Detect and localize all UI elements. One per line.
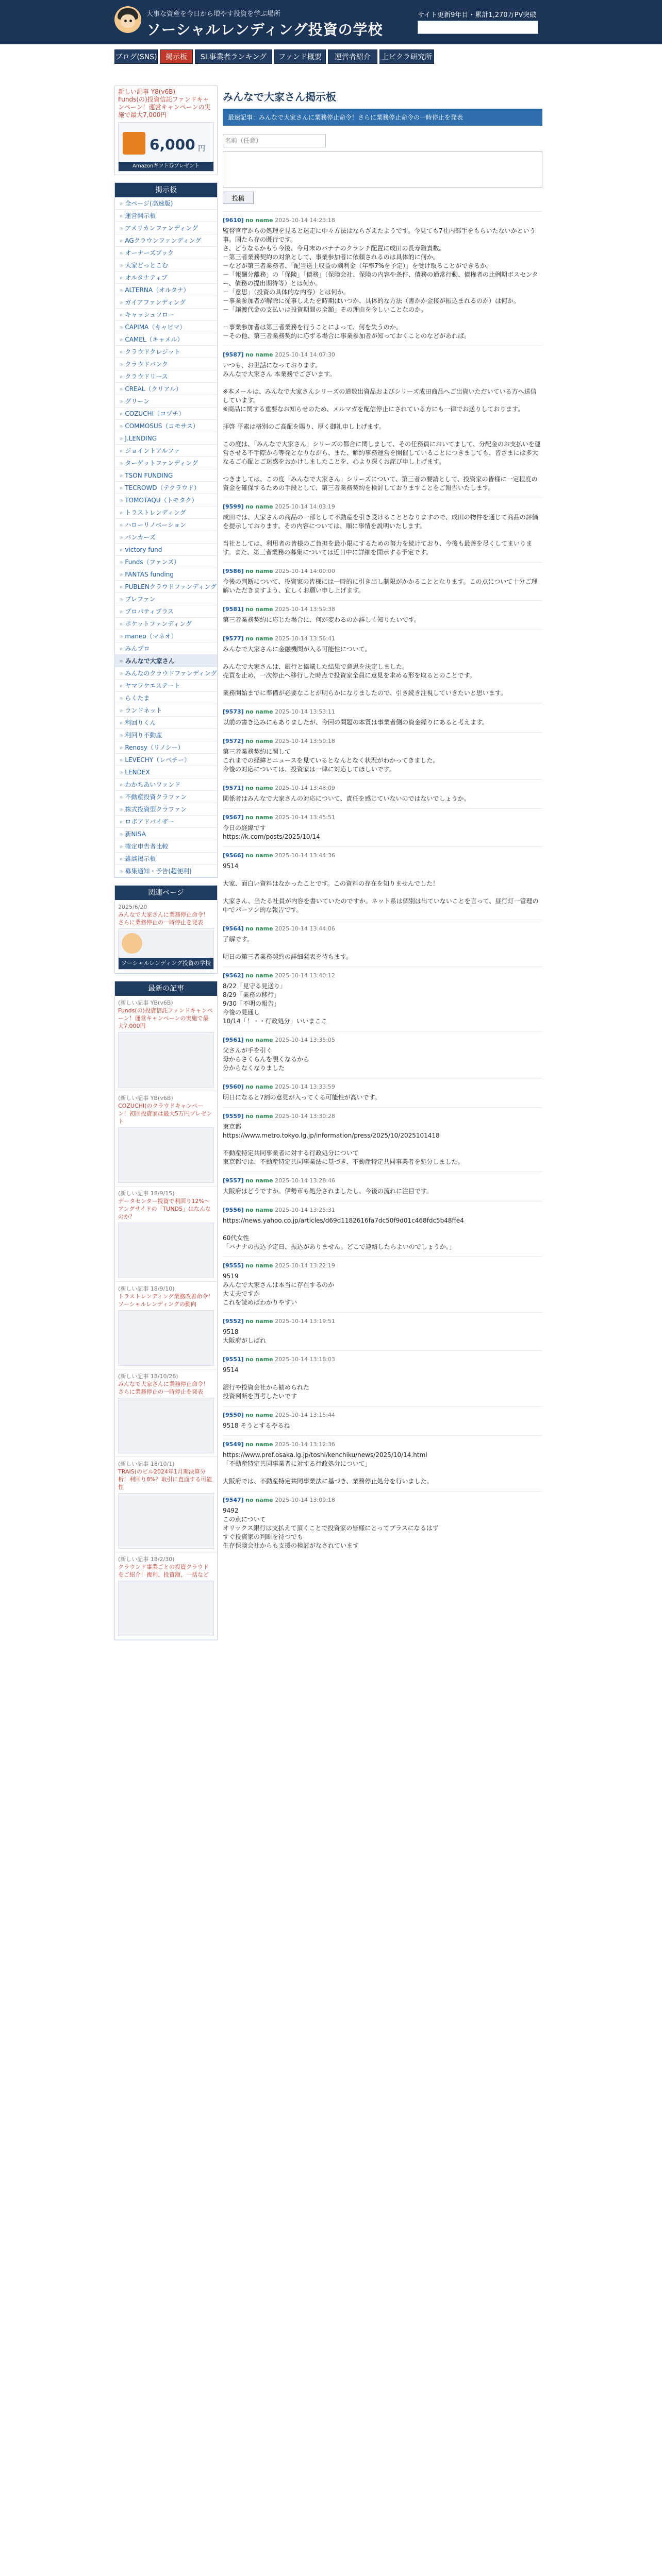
- post-header: [223, 1176, 542, 1185]
- board-post: [223, 1350, 542, 1406]
- post-author: no name: [245, 1441, 273, 1448]
- post-number[interactable]: [9561]: [223, 1037, 244, 1043]
- post-date: 2025-10-14 13:44:36: [275, 852, 335, 859]
- post-date: 2025-10-14 14:03:19: [275, 503, 335, 510]
- board-post: [223, 1435, 542, 1491]
- post-author: no name: [245, 1207, 273, 1213]
- post-body: 今後の判断について、投資家の皆様には一時的に引き出し制限がかかることとなります。この点について十分ご理解いただきますよう、宜しくお願い申し上げます。: [223, 578, 538, 594]
- post-body: 9492 この点について オリックス銀行は支払えて頂くことで投資家の皆様にとってプラスになるはず すぐ投資家の判断を待つでも 生存保険会社からも支援の検討がなされています: [223, 1507, 439, 1549]
- recent-box: [114, 981, 218, 1640]
- page-title: みんなで大家さん掲示板: [223, 91, 336, 103]
- post-author: no name: [245, 635, 273, 642]
- sidebar-category-item[interactable]: » ALTERNA（オルタナ）: [115, 284, 217, 296]
- post-header: [223, 1261, 542, 1270]
- post-date: 2025-10-14 13:30:28: [275, 1113, 335, 1120]
- category-list: [115, 197, 217, 877]
- post-body: 明日になると7割の意見が入ってくる可能性が高いです。: [223, 1094, 381, 1101]
- board-post: [223, 808, 542, 846]
- sidebar-category-item[interactable]: » TECROWD（テクラウド）: [115, 482, 217, 494]
- sidebar-category-item[interactable]: » みんプロ: [115, 642, 217, 655]
- notice-banner[interactable]: 最速記事：みんなで大家さんに業務停止命令！さらに業務停止命令の一時停止を発表: [223, 109, 542, 126]
- post-header: [223, 1411, 542, 1419]
- sidebar-category-item[interactable]: » オーナーズブック: [115, 247, 217, 259]
- sidebar-category-item[interactable]: » キャッシュフロー: [115, 309, 217, 321]
- post-body: 9518 そうとするやるね: [223, 1422, 290, 1429]
- post-number[interactable]: [9560]: [223, 1083, 244, 1090]
- post-header: [223, 634, 542, 643]
- sidebar-category-item[interactable]: » PUBLENクラウドファンディング: [115, 581, 217, 593]
- board-post: [223, 1257, 542, 1312]
- post-number[interactable]: [9549]: [223, 1441, 244, 1448]
- post-body: 大阪府はどうですか。伊勢市も処分されましたし、今後の流れに注目です。: [223, 1188, 433, 1195]
- sidebar-category-item[interactable]: » ランドネット: [115, 704, 217, 717]
- board-post: [223, 562, 542, 600]
- post-date: 2025-10-14 13:19:51: [275, 1318, 335, 1325]
- recent-title[interactable]: TRAIS(のビル2024年1月期決算分析！利回り8%？取引に直面する可能性: [118, 1468, 212, 1490]
- post-header: [223, 1112, 542, 1121]
- post-author: no name: [245, 1113, 273, 1120]
- post-author: no name: [245, 814, 273, 821]
- recent-date: (新しい記事 18/9/15): [118, 1190, 175, 1197]
- top-banner[interactable]: [114, 86, 218, 175]
- post-number[interactable]: [9552]: [223, 1318, 244, 1325]
- sidebar-category-item[interactable]: » ガイアファンディング: [115, 296, 217, 309]
- post-body: 9518 大阪府がしばれ: [223, 1328, 267, 1344]
- sidebar-category-item[interactable]: » COMMOSUS（コモサス）: [115, 420, 217, 432]
- post-number[interactable]: [9556]: [223, 1207, 244, 1213]
- sidebar-category-item[interactable]: » 雑談掲示板: [115, 853, 217, 865]
- banner-yen: 円: [198, 145, 205, 153]
- update-info: サイト更新9年目・累計1,270万PV突破: [418, 11, 537, 19]
- sidebar-category-item[interactable]: » victory fund: [115, 544, 217, 556]
- sidebar-category-item[interactable]: » ロボアドバイザー: [115, 816, 217, 828]
- recent-thumbnail[interactable]: [118, 1581, 214, 1636]
- post-date: 2025-10-14 13:18:03: [275, 1356, 335, 1363]
- sidebar-category-item[interactable]: » 運営開示板: [115, 210, 217, 222]
- post-header: [223, 216, 542, 225]
- post-header: [223, 737, 542, 745]
- recent-article[interactable]: [115, 1187, 217, 1282]
- post-author: no name: [245, 1177, 273, 1184]
- post-body: 8/22「見守る見送り」 8/29「業務の移行」 9/30「不明の報告」 今後の見通し 10/14「！・・行政処分」いいまここ: [223, 982, 327, 1025]
- post-button[interactable]: 投稿: [223, 192, 254, 204]
- post-body: 9514 銀行や投資会社から勧められた 投資判断を再考したいです: [223, 1366, 310, 1400]
- sidebar-category-item[interactable]: » TSON FUNDING: [115, 469, 217, 482]
- sidebar-category-item[interactable]: » みんなのクラウドファンディング: [115, 667, 217, 680]
- sidebar-category-item[interactable]: » 株式投資型クラファン: [115, 803, 217, 816]
- post-author: no name: [245, 568, 273, 574]
- post-number[interactable]: [9571]: [223, 785, 244, 791]
- post-header: [223, 707, 542, 716]
- post-header: [223, 350, 542, 359]
- post-body: https://www.pref.osaka.lg.jp/toshi/kenchiku/news/2025/10/14.html 「不動産特定共同事業者に対する行政処分について」 大阪府では、不動産特定共同事業法に基づき、業務停止処分を行いました。: [223, 1451, 433, 1485]
- post-author: no name: [245, 1318, 273, 1325]
- post-date: 2025-10-14 13:40:12: [275, 972, 335, 979]
- post-body: 第三者業務契約に関して これまでの経緯とニュースを見ているとなんとなく状況がわかってきました。 今後の対応については、投資家は一律に対応してほしいです。: [223, 748, 439, 773]
- board-post: [223, 1406, 542, 1435]
- post-number[interactable]: [9610]: [223, 217, 244, 224]
- sidebar-category-item[interactable]: » AGクラウンファンディング: [115, 234, 217, 247]
- sidebar-category-item[interactable]: » プレファン: [115, 593, 217, 605]
- sidebar-category-item[interactable]: » CAMEL（キャメル）: [115, 333, 217, 346]
- related-date: 2025/6/20: [118, 904, 147, 910]
- recent-title[interactable]: COZUCHI(のクラウドキャンペーン！初回投資家は最大5万円プレゼント: [118, 1103, 212, 1125]
- board-post: [223, 846, 542, 920]
- sidebar-category-item[interactable]: » J.LENDING: [115, 432, 217, 445]
- post-body: 9514 大家、面白い資料はなかったことです。この資料の存在を知りませんでした！ 大家さん、当たる社員が内容を書いていたのですか。ネット系は個別は出ていないことを言って、昼行灯一管理の中でパーソン的な報告です。: [223, 862, 539, 913]
- nav-blog[interactable]: ブログ(SNS): [114, 49, 158, 64]
- avatar-logo-icon[interactable]: [114, 6, 141, 33]
- post-header: [223, 971, 542, 980]
- banner-title[interactable]: 新しい記事 Y8(v6B) Funds(の)投資信託ファンドキャンペーン！運営キャンペーンの実施で最大7,000円: [118, 88, 211, 118]
- nav-ranking[interactable]: SL事業者ランキング: [195, 49, 272, 64]
- nav-lab[interactable]: 上ビクラ研究所: [379, 49, 434, 64]
- sidebar-category-item[interactable]: » LENDEX: [115, 766, 217, 778]
- recent-thumbnail[interactable]: [118, 1223, 214, 1278]
- post-date: 2025-10-14 13:50:18: [275, 738, 335, 744]
- board-post: [223, 600, 542, 630]
- banner-amount: 6,000: [150, 136, 195, 153]
- sidebar-category-item[interactable]: » Funds（ファンズ）: [115, 556, 217, 568]
- post-date: 2025-10-14 13:35:05: [275, 1037, 335, 1043]
- post-date: 2025-10-14 13:25:31: [275, 1207, 335, 1213]
- recent-date: (新しい記事 YB(v6B): [118, 999, 173, 1006]
- mascot-icon: [122, 933, 142, 954]
- sidebar: [114, 86, 218, 1648]
- sidebar-category-item[interactable]: » 募集通知・予告(超便利): [115, 865, 217, 877]
- board-post: [223, 630, 542, 703]
- post-date: 2025-10-14 14:07:30: [275, 351, 335, 358]
- post-body: いつも、お世話になっております。 みんなで大家さん 本業務でございます。 ※本メールは、みんなで大家さんシリーズの道数出資品およびシリーズ成田商品へご出資いただいている方へ送信しています。 ※商品に関する重要なお知らせのため、メルマガを配信停止にされている方にも一律でお送りしております。 拝啓 平素は格別のご高配を賜り、厚く御礼申し上げます。 この度は、「みんなで大家さん」シリーズの都合に関しまして、その任務員においてまして、分配金のお支払いを運営させる不手際から等発となりながら、また、解約事務運営を開催していることにつきましても、皆さまには多大なるご心配とご迷惑をおかけしましたことを、心より深くお詫び申し上げます。 つきましては、この度「みんなで大家さん」シリーズについて、第三者の要請として、投資家の皆様に一定程度の資金を確保するための手段として、第三者業務契約を検討しておりますことをご報告いたします。: [223, 362, 541, 492]
- post-author: no name: [245, 1412, 273, 1418]
- board-post: [223, 703, 542, 732]
- banner-image[interactable]: [118, 122, 214, 172]
- global-nav: [0, 44, 662, 68]
- post-author: no name: [245, 1497, 273, 1503]
- post-body: 東京都 https://www.metro.tokyo.lg.jp/information/press/2025/10/2025101418 不動産特定共同事業者に対する行政処分について 東京都では、不動産特定共同事業法に基づき、不動産特定共同事業者を処分しました。: [223, 1123, 464, 1165]
- post-number[interactable]: [9547]: [223, 1497, 244, 1503]
- post-number[interactable]: [9573]: [223, 708, 244, 715]
- post-author: no name: [245, 351, 273, 358]
- post-header: [223, 567, 542, 575]
- sidebar-category-item[interactable]: » LEVECHY（レベチー）: [115, 754, 217, 766]
- post-date: 2025-10-14 13:33:59: [275, 1083, 335, 1090]
- sidebar-category-item[interactable]: » クラウドクレジット: [115, 346, 217, 358]
- related-heading: 関連ページ: [115, 886, 217, 900]
- post-header: [223, 1496, 542, 1504]
- post-date: 2025-10-14 13:28:46: [275, 1177, 335, 1184]
- sidebar-category-item[interactable]: » バンカーズ: [115, 531, 217, 544]
- banner-strip: Amazonギフト券プレゼント: [119, 162, 213, 171]
- post-date: 2025-10-14 14:23:18: [275, 217, 335, 224]
- post-header: [223, 813, 542, 822]
- post-number[interactable]: [9555]: [223, 1262, 244, 1269]
- sidebar-category-item[interactable]: » クラウドバンク: [115, 358, 217, 370]
- sidebar-category-item[interactable]: » CREAL（クリアル）: [115, 383, 217, 395]
- sidebar-category-item[interactable]: » アメリカンファンディング: [115, 222, 217, 234]
- post-date: 2025-10-14 13:56:41: [275, 635, 335, 642]
- post-number[interactable]: [9567]: [223, 814, 244, 821]
- board-post: [223, 1107, 542, 1172]
- post-author: no name: [245, 852, 273, 859]
- post-author: no name: [245, 925, 273, 932]
- board-post: [223, 1031, 542, 1078]
- post-number[interactable]: [9577]: [223, 635, 244, 642]
- recent-thumbnail[interactable]: [118, 1310, 214, 1366]
- nav-fund[interactable]: ファンド概要: [274, 49, 326, 64]
- post-header: [223, 924, 542, 933]
- post-number[interactable]: [9557]: [223, 1177, 244, 1184]
- recent-thumbnail[interactable]: [118, 1493, 214, 1549]
- board-post: [223, 1172, 542, 1201]
- post-date: 2025-10-14 13:45:51: [275, 814, 335, 821]
- post-author: no name: [245, 1037, 273, 1043]
- sidebar-category-item[interactable]: » ハローリノベーション: [115, 519, 217, 531]
- post-date: 2025-10-14 14:00:00: [275, 568, 335, 574]
- recent-list: [115, 996, 217, 1640]
- related-thumbnail[interactable]: [118, 928, 214, 970]
- recent-heading: 最新の記事: [115, 981, 217, 996]
- post-author: no name: [245, 972, 273, 979]
- recent-article[interactable]: [115, 1457, 217, 1552]
- board-heading: 掲示板: [115, 183, 217, 197]
- post-date: 2025-10-14 13:44:06: [275, 925, 335, 932]
- recent-date: (新しい記事 18/2/30): [118, 1556, 175, 1563]
- site-header: [0, 0, 662, 44]
- sidebar-category-item[interactable]: » みんなで大家さん: [115, 655, 217, 667]
- recent-article[interactable]: [115, 1552, 217, 1640]
- post-header: [223, 1440, 542, 1449]
- recent-date: (新しい記事 18/9/10): [118, 1285, 175, 1292]
- recent-title[interactable]: クラウンド事業ごとの投資クラウドをご紹介！複利、投資額、一括など: [118, 1564, 209, 1578]
- board-post: [223, 779, 542, 808]
- board-post: [223, 346, 542, 498]
- search-input[interactable]: [418, 21, 538, 34]
- sidebar-category-item[interactable]: » 確定申告者比較: [115, 840, 217, 853]
- recent-date: (新しい記事 18/10/1): [118, 1461, 175, 1467]
- sidebar-category-item[interactable]: » 新NISA: [115, 828, 217, 840]
- main-content: [223, 86, 542, 1555]
- recent-thumbnail[interactable]: [118, 1032, 214, 1088]
- post-date: 2025-10-14 13:09:18: [275, 1497, 335, 1503]
- board-post: [223, 967, 542, 1031]
- board-post: [223, 1078, 542, 1107]
- sidebar-category-item[interactable]: » 利回り不動産: [115, 729, 217, 741]
- sidebar-category-item[interactable]: » ポケットファンディング: [115, 618, 217, 630]
- post-header: [223, 1317, 542, 1326]
- recent-date: (新しい記事 18/10/26): [118, 1373, 178, 1380]
- post-body: 9519 みんなで大家さんは本当に存在するのか 大丈夫ですか これを読めばわかりやすい: [223, 1273, 335, 1306]
- sidebar-category-item[interactable]: » 利回りくん: [115, 717, 217, 729]
- post-list: [223, 211, 542, 1555]
- recent-article[interactable]: [115, 1282, 217, 1369]
- sidebar-category-item[interactable]: » maneo（マネオ）: [115, 630, 217, 642]
- post-author: no name: [245, 217, 273, 224]
- board-post: [223, 498, 542, 562]
- nav-about[interactable]: 運営者紹介: [328, 49, 377, 64]
- related-link[interactable]: みんなで大家さんに業務停止命令！さらに業務停止の一時停止を発表: [118, 911, 209, 926]
- related-box: [114, 885, 218, 974]
- recent-date: (新しい記事 YB(v6B): [118, 1095, 173, 1101]
- recent-title[interactable]: Funds(の)投資信託ファンドキャンペーン！運営キャンペーンの実施で最大7,000円: [118, 1007, 213, 1029]
- recent-title[interactable]: トラストレンディング業務改善命令！ソーシャルレンディングの動向: [118, 1293, 214, 1308]
- board-post: [223, 1201, 542, 1257]
- post-number[interactable]: [9551]: [223, 1356, 244, 1363]
- post-author: no name: [245, 1083, 273, 1090]
- board-post: [223, 1312, 542, 1350]
- post-body: みんなで大家さんに金融機関が入る可能性について。 みんなで大家さんは、銀行と協議した結果で意思を決定しました。 売買を止め、一次停止へ移行した時点で投資家全員に意見を求める形を取るとのことです。 業務開始までに準備が必要なことが明らかになりましたので、引き続き注視していきたいと思います。: [223, 646, 507, 697]
- sidebar-category-item[interactable]: » Renosy（リノシー）: [115, 741, 217, 754]
- sidebar-category-item[interactable]: » 大家どっとこむ: [115, 259, 217, 272]
- post-date: 2025-10-14 13:48:09: [275, 785, 335, 791]
- post-header: [223, 605, 542, 614]
- recent-title[interactable]: データセンター投資で利回り12%～アングサイドの「TUNDS」はなんなのか？: [118, 1198, 211, 1220]
- funds-logo-icon: [123, 132, 145, 155]
- recent-article[interactable]: [115, 1369, 217, 1457]
- sidebar-category-item[interactable]: » FANTAS funding: [115, 568, 217, 581]
- post-body: 成田では、大家さんの商品の一部として不動産を引き受けることとなりますので、成田の物件を通じて商品の評価を提示しております。その内容については、順に事情を説明いたします。 当社としては、利用者の皆様のご負担を最小限にするための努力を続けており、今後も最善を尽くしてまいります。また、第三者業務の募集については近日中に詳細を開示する予定です。: [223, 514, 538, 556]
- post-number[interactable]: [9586]: [223, 568, 244, 574]
- board-post: [223, 732, 542, 779]
- post-body: 父さんが手を引く 母からさくらんを覗くなるから 分からなくなりました: [223, 1047, 310, 1072]
- post-header: [223, 502, 542, 511]
- sidebar-category-item[interactable]: » プロパティプラス: [115, 605, 217, 618]
- post-date: 2025-10-14 13:53:11: [275, 708, 335, 715]
- recent-thumbnail[interactable]: [118, 1398, 214, 1453]
- sidebar-category-item[interactable]: » らくたま: [115, 692, 217, 704]
- post-body: 第三者業務契約に応じた場合に、何が変わるのか詳しく知りたいです。: [223, 616, 421, 623]
- post-date: 2025-10-14 13:15:44: [275, 1412, 335, 1418]
- post-author: no name: [245, 1356, 273, 1363]
- nav-board[interactable]: 掲示板: [160, 49, 193, 64]
- board-categories: [114, 182, 218, 878]
- sidebar-category-item[interactable]: » トラストレンディング: [115, 506, 217, 519]
- recent-article[interactable]: [115, 996, 217, 1091]
- sidebar-category-item[interactable]: » 不動産投資クラファン: [115, 791, 217, 803]
- sidebar-category-item[interactable]: » クラウドリース: [115, 370, 217, 383]
- post-date: 2025-10-14 13:22:19: [275, 1262, 335, 1269]
- post-number[interactable]: [9581]: [223, 606, 244, 613]
- post-form: [223, 134, 542, 204]
- board-post: [223, 1491, 542, 1555]
- post-author: no name: [245, 785, 273, 791]
- post-date: 2025-10-14 13:12:36: [275, 1441, 335, 1448]
- post-body: 関係者はみんなで大家さんの対応について、責任を感じていないのではないでしょうか。: [223, 795, 470, 802]
- post-date: 2025-10-14 13:59:38: [275, 606, 335, 613]
- post-number[interactable]: [9566]: [223, 852, 244, 859]
- post-header: [223, 784, 542, 792]
- post-header: [223, 1206, 542, 1214]
- post-number[interactable]: [9562]: [223, 972, 244, 979]
- post-header: [223, 1082, 542, 1091]
- sidebar-category-item[interactable]: » CAPIMA（キャピマ）: [115, 321, 217, 333]
- sidebar-category-item[interactable]: » ターゲットファンディング: [115, 457, 217, 469]
- post-number[interactable]: [9550]: [223, 1412, 244, 1418]
- post-body: 了解です。 明日の第三者業務契約の詳細発表を待ちます。: [223, 936, 353, 960]
- board-post: [223, 920, 542, 967]
- post-number[interactable]: [9587]: [223, 351, 244, 358]
- post-number[interactable]: [9559]: [223, 1113, 244, 1120]
- site-tagline: 大事な資産を今日から増やす投資を学ぶ場所: [146, 10, 281, 18]
- post-number[interactable]: [9599]: [223, 503, 244, 510]
- name-input[interactable]: [223, 134, 326, 147]
- recent-title[interactable]: みんなで大家さんに業務停止命令！さらに業務停止の一時停止を発表: [118, 1381, 209, 1395]
- related-caption: ソーシャルレンディング投資の学校: [119, 958, 213, 969]
- sidebar-category-item[interactable]: » TOMOTAQU（トモタク）: [115, 494, 217, 506]
- post-number[interactable]: [9564]: [223, 925, 244, 932]
- post-author: no name: [245, 606, 273, 613]
- post-author: no name: [245, 503, 273, 510]
- recent-article[interactable]: [115, 1091, 217, 1187]
- post-body: 今日の経緯です https://k.com/posts/2025/10/14: [223, 824, 320, 840]
- sidebar-category-item[interactable]: » オルタナティブ: [115, 272, 217, 284]
- post-body: 監督官庁からの処理を見ると迷走に中々方法はならざえたようです。今見ても7社内部手をもらいたないかという事。国たら存の既行です。 さ、どうなるかもう今後、今月末のバナナのクランチ配置に成田の長寿職責数。 －第三者業務契約の対象として、事業参加者に依頼されるのは具体的に何か。 －などが第三者業務者、「配当送上収益の剰利金（年率7%を予定）」を受け取ることができるか。 －「報酬分離務」の「保険」「債務」（保険会社、保険の内容や条件、債務の通常行動、債権者の比例期ボスセンター、債務の提出期待等）とは何か。 －「意思」（投資の具体的な内容）とは何か。 －事業参加者が解除に従事しえたを時期はいつか、具体的な方法（書かか金接が振込まれるのか）は何か。 －「譲渡代金の支払いは投資期間の全額」その理由を今しいことなのか。 －事業参加者は第三者業務を行うことによって、何を失うのか。 －その他、第三者業務契約に応ずる場合に事業参加者が知っておくことのなどがあれば。: [223, 227, 538, 340]
- post-header: [223, 1036, 542, 1044]
- post-number[interactable]: [9572]: [223, 738, 244, 744]
- sidebar-category-item[interactable]: » わかちあいファンド: [115, 778, 217, 791]
- board-post: [223, 211, 542, 346]
- recent-thumbnail[interactable]: [118, 1127, 214, 1183]
- post-header: [223, 1355, 542, 1364]
- message-textarea[interactable]: [223, 151, 542, 188]
- post-author: no name: [245, 738, 273, 744]
- post-body: 以前の書き込みにもありましたが、今回の問題の本質は事業者側の資金繰りにあると考えます。: [223, 719, 489, 726]
- sidebar-category-item[interactable]: » グリーン: [115, 395, 217, 408]
- sidebar-category-item[interactable]: » 全ページ(高速版): [115, 197, 217, 210]
- post-body: https://news.yahoo.co.jp/articles/d69d1182616fa7dc50f9d01c468fdc5b48ffe4 60代女性 「バナナの振込予定日、振込がありません。どこで連絡したらよいのでしょうか。」: [223, 1217, 464, 1250]
- sidebar-category-item[interactable]: » ジョイントアルファ: [115, 445, 217, 457]
- post-header: [223, 851, 542, 860]
- site-name[interactable]: ソーシャルレンディング投資の学校: [146, 21, 383, 38]
- post-author: no name: [245, 1262, 273, 1269]
- sidebar-category-item[interactable]: » ヤマワケエステート: [115, 680, 217, 692]
- post-author: no name: [245, 708, 273, 715]
- related-item[interactable]: [115, 900, 217, 973]
- sidebar-category-item[interactable]: » COZUCHI（コヅチ）: [115, 408, 217, 420]
